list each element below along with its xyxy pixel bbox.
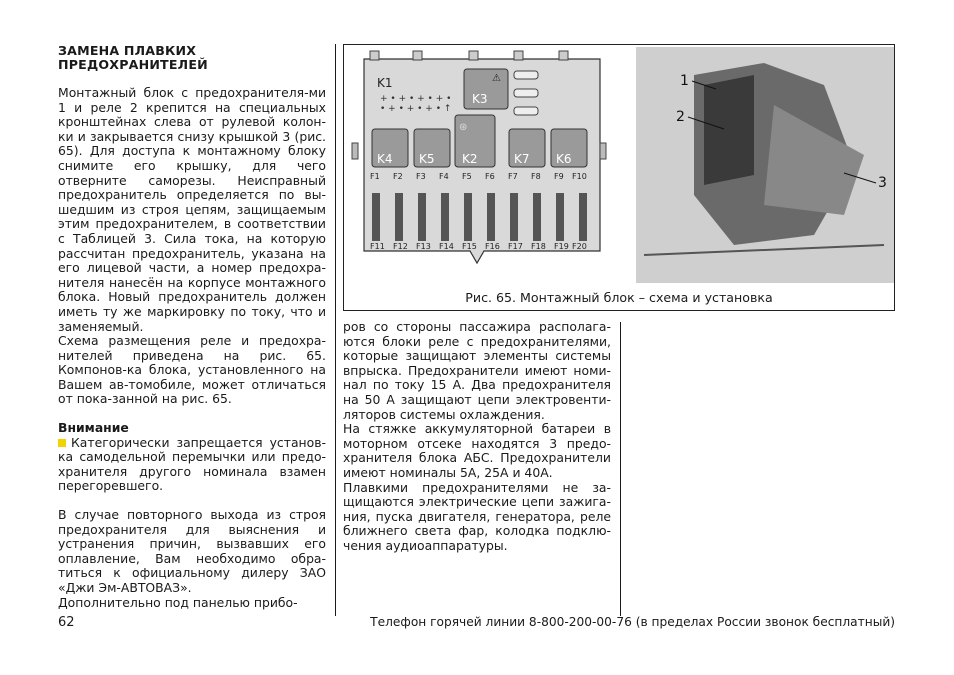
paragraph-repeat-failure: В случае повторного выхода из строя предохранителя для выяснения и устранения причин, вызвавших его оплавление, Вам необходимо обра-титься к официальному дилеру ЗАО «Джи Эм-АВТОВАЗ». — [58, 507, 326, 595]
warning-marker-icon — [58, 439, 66, 447]
svg-text:F5: F5 — [462, 172, 472, 181]
relay-label-k7: K7 — [514, 152, 530, 166]
svg-text:F9: F9 — [554, 172, 564, 181]
relay-label-k6: K6 — [556, 152, 572, 166]
svg-text:F3: F3 — [416, 172, 426, 181]
paragraph-unprotected-circuits: Плавкими предохранителями не за-щищаются электрические цепи зажига-ния, пуска двигателя, генератора, реле ближнего света фар, колодка подклю-чения аудиоаппаратуры. — [343, 479, 611, 553]
svg-text:F2: F2 — [393, 172, 403, 181]
svg-text:F11: F11 — [370, 242, 385, 251]
svg-text:F4: F4 — [439, 172, 449, 181]
svg-text:⚠: ⚠ — [492, 73, 501, 84]
warning-paragraph — [58, 436, 326, 494]
figure-caption: Рис. 65. Монтажный блок – схема и установка — [465, 290, 773, 305]
photo-callout-1: 1 — [680, 73, 689, 89]
svg-text:F6: F6 — [485, 172, 495, 181]
svg-text:F16: F16 — [485, 242, 500, 251]
svg-text:F7: F7 — [508, 172, 518, 181]
relay-label-k4: K4 — [377, 152, 393, 166]
heading-line-2: ПРЕДОХРАНИТЕЛЕЙ — [58, 56, 208, 72]
relay-label-k1: K1 — [377, 76, 393, 90]
relay-label-k5: K5 — [419, 152, 435, 166]
svg-text:+ • + • + • + •: + • + • + • + • — [380, 94, 452, 104]
svg-text:F1: F1 — [370, 172, 380, 181]
column-divider-left — [335, 44, 336, 616]
section-heading — [58, 44, 326, 71]
svg-text:F14: F14 — [439, 242, 454, 251]
figure-65 — [343, 44, 895, 311]
svg-text:F10: F10 — [572, 172, 587, 181]
photo-callout-2: 2 — [676, 109, 685, 125]
svg-text:F8: F8 — [531, 172, 541, 181]
svg-text:⊛: ⊛ — [459, 122, 468, 133]
svg-text:F15: F15 — [462, 242, 477, 251]
relay-label-k3: K3 — [472, 92, 488, 106]
photo-callout-3: 3 — [878, 175, 887, 191]
paragraph-layout: Схема размещения реле и предохра-нителей приведена на рис. 65. Компонов-ка блока, установленного на Вашем ав-томобиле, может отличаться от пока-занной на рис. 65. — [58, 333, 326, 407]
warning-text: Категорически запрещается установ-ка самодельной перемычки или предо-хранителя другого номинала взамен перегоревшего. — [58, 434, 326, 494]
svg-text:F19: F19 — [554, 242, 569, 251]
heading-line-1: ЗАМЕНА ПЛАВКИХ — [58, 43, 197, 58]
paragraph-abs-fuses: На стяжке аккумуляторной батареи в моторном отсеке находятся 3 предо-хранителя блока АБС. Предохранители имеют номиналы 5А, 25А и 40А. — [343, 421, 611, 480]
svg-text:F20: F20 — [572, 242, 587, 251]
left-column — [58, 44, 326, 610]
paragraph-additional: Дополнительно под панелью прибо- — [58, 594, 298, 610]
fuse-block-illustration — [344, 45, 896, 285]
warning-title: Внимание — [58, 420, 129, 436]
hotline-footer: Телефон горячей линии 8-800-200-00-76 (в пределах России звонок бесплатный) — [370, 615, 895, 629]
svg-text:F18: F18 — [531, 242, 546, 251]
svg-text:F17: F17 — [508, 242, 523, 251]
column-divider-right — [620, 322, 621, 616]
page-number: 62 — [58, 615, 75, 630]
paragraph-passenger-relays: ров со стороны пассажира располага-ются блоки реле с предохранителями, которые защищают элементы системы впрыска. Предохранители имеют номи-нал по току 15 А. Два предохранителя на 50 А защищают цепи электровенти-ляторов системы охлаждения. — [343, 319, 611, 422]
svg-text:• + • + • + • ↑: • + • + • + • ↑ — [380, 104, 452, 114]
svg-text:F13: F13 — [416, 242, 431, 251]
svg-text:F12: F12 — [393, 242, 408, 251]
paragraph-fuse-block: Монтажный блок с предохранителя-ми 1 и реле 2 крепится на специальных кронштейнах слева от рулевой колон-ки и закрывается снизу крышкой 3 (рис. 65). Для доступа к монтажному блоку снимите его крышку, для чего отверните саморезы. Неисправный предохранитель определяется по вы-шедшим из строя цепям, защищаемым этим предохранителем, в соответствии с Таблицей 3. Сила тока, на которую рассчитан предохранитель, указана на его лицевой части, а номер предохра-нителя нанесён на корпусе монтажного блока. Новый предохранитель должен иметь ту же маркировку по току, что и заменяемый. — [58, 85, 326, 334]
middle-column — [343, 320, 611, 554]
relay-label-k2: K2 — [462, 152, 478, 166]
